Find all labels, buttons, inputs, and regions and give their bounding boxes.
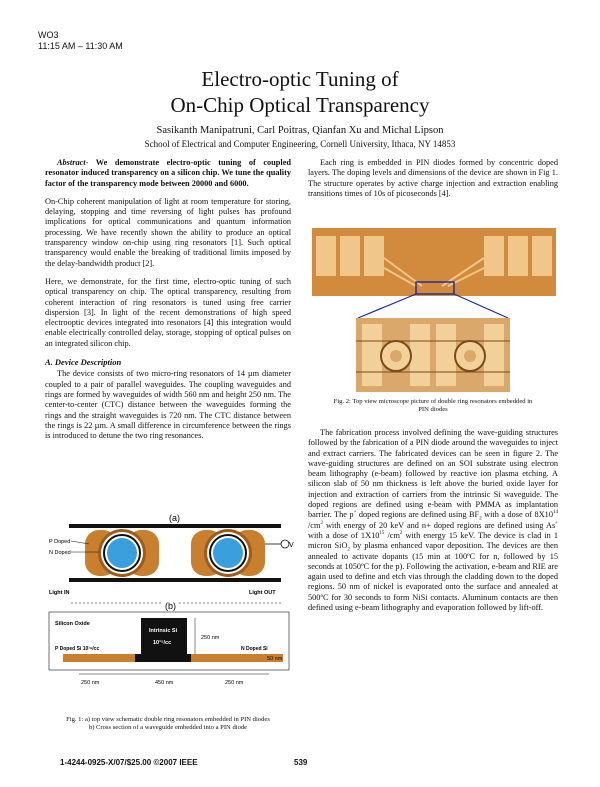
fab-text-1: The fabrication process involved defining the wave-guiding structures followed by the fabrication of a PIN diode around the waveguides to inject and extract carriers. The fabricated devices can be seen in figure 2. The wave-guiding structures are defined on an SOI substrate using electron beam lithography (e-beam) followed by reactive ion plasma etching. A silicon slab of 50 nm thickness is left above the buried oxide layer for injection and extraction of carriers from the intrinsic Si waveguide. The doped regions are defined using e-beam with PMMA as implantation barrier. The p: [308, 428, 558, 520]
fig1-dim-left: 250 nm: [81, 680, 100, 686]
fig1-voltage-source-icon: [281, 540, 289, 548]
session-header: [38, 30, 123, 52]
paper-title-line2: On-Chip Optical Transparency: [170, 93, 430, 117]
figure-1-caption: [40, 716, 296, 732]
figure-2-caption-line1: Fig. 2: Top view microscope picture of double ring resonators embedded in: [333, 398, 533, 405]
fig1-bottom-waveguide: [69, 578, 281, 582]
abstract-text: We demonstrate electro-optic tuning of coupled resonator induced transparency on a silicon chip. We tune the quality factor of the transparency mode between 20000 and 6000.: [45, 158, 291, 188]
section-heading-device: A. Device Description: [45, 357, 122, 368]
fab-text-6: with a dose of 1X10: [308, 530, 380, 540]
right-column-bottom: [308, 428, 558, 621]
fig1-label-n-doped-si: N Doped Si: [241, 646, 268, 652]
figure-1-caption-line1: Fig. 1: a) top view schematic double ring resonators embedded in PIN diodes: [66, 716, 270, 723]
paper-affiliation: School of Electrical and Computer Engineering, Cornell University, Ithaca, NY 14853: [144, 139, 456, 149]
abstract: [45, 158, 291, 189]
footer-page-number: 539: [294, 758, 308, 767]
fig1-dim-center: 450 nm: [155, 680, 174, 686]
fab-text-8: with energy 15 keV. The device is clad in 1 micron SiO: [308, 530, 559, 551]
session-code: WO3: [38, 30, 59, 40]
fig1-top-waveguide: [69, 524, 281, 528]
fab-sup-2a: 2: [320, 520, 323, 526]
figure-2-caption: [308, 398, 558, 414]
fig1-label-n-doped: N Doped: [49, 550, 71, 556]
fig1-label-p-doped-si: P Doped Si 10¹⁹/cc: [55, 646, 100, 652]
fab-sup-plus2: +: [555, 520, 558, 526]
fab-sup-2b: 2: [399, 531, 403, 537]
abstract-label: Abstract-: [57, 158, 89, 167]
fig1-label-b: (b): [165, 601, 176, 611]
fab-text-2: doped regions are defined using BF: [356, 510, 480, 520]
session-time: 11:15 AM – 11:30 AM: [38, 41, 123, 51]
fig1-right-ring: [191, 529, 265, 577]
paragraph-fabrication: [308, 428, 558, 613]
fab-text-9: by plasma enhanced vapor deposition. The devices are then annealed to activate dopants (15 min at 100ºC for n, followed by 15 seconds at 1050ºC for the p). Following the activation, e-beam and RIE are again used to define and etch vias through the cladding down to the doped regions. 50 nm of nickel is evaporated onto the surface and annealed at 500ºC for 30 seconds to form NiSi contacts. Aluminum contacts are then defined using e-beam lithography and evaporation followed by lift-off.: [308, 541, 558, 613]
paper-title-line1: Electro-optic Tuning of: [201, 67, 399, 91]
figure-1: [45, 508, 294, 715]
fig1-dim-height: 250 nm: [201, 635, 220, 641]
fab-sub-2b: 2: [347, 547, 350, 553]
paragraph-pin-diodes: Each ring is embedded in PIN diodes formed by concentric doped layers. The doping levels and dimensions of the device are shown in Fig 1. The structure operates by active charge injection and extraction enabling transitions times of 10s of picoseconds [4].: [308, 158, 558, 198]
fig1-label-light-out: Light OUT: [249, 590, 276, 596]
paragraph-device: The device consists of two micro-ring resonators of 14 µm diameter coupled to a pair of parallel waveguides. The coupling waveguides and rings are formed by waveguides of width 560 nm and height 250 nm. The center-to-center (CTC) distance between the waveguides forming the rings and the straight waveguides is 720 nm. The CTC distance between the rings is 22 µm. A small difference in circumference between the rings is introduced to detune the two ring resonances.: [45, 369, 291, 441]
right-column-top: [308, 158, 558, 207]
fab-text-7: /cm: [384, 530, 400, 540]
fig1-dim-right: 250 nm: [225, 680, 244, 686]
figure-2: [312, 228, 556, 394]
fig1-label-light-in: Light IN: [49, 590, 70, 596]
paragraph-demo: Here, we demonstrate, for the first time, electro-optic tuning of such optical transparency on chip. The optical transparency, resulting from coherent interaction of ring resonators is tuned using free carrier dispersion [3]. In light of the recent demonstrations of high speed electrooptic devices integrated into resonators [4] this integration would enable electrically controlled delay, storage, stopping of optical pulses on an integrated silicon chip.: [45, 276, 291, 348]
figure-1-caption-line2: b) Cross section of a waveguide embedded into a PIN diode: [88, 724, 248, 731]
fab-text-4: /cm: [308, 520, 321, 530]
paper-authors: Sasikanth Manipatruni, Carl Poitras, Qianfan Xu and Michal Lipson: [156, 125, 444, 136]
fig1-left-ring: [85, 529, 159, 577]
fig1-label-a: (a): [169, 513, 180, 523]
left-column: [45, 158, 291, 449]
paragraph-intro: On-Chip coherent manipulation of light at room temperature for storing, delaying, stopping and time reversing of light pulses has profound implications for optical communications and quantum information processing. We have recently shown the ability to produce an optical transparency window on-chip using ring resonators [1]. Such optical transparency would enable the breaking of traditional limits imposed by the delay-bandwidth product [2].: [45, 196, 291, 268]
footer-copyright: 1-4244-0925-X/07/$25.00 ©2007 IEEE: [60, 758, 198, 767]
fig1-label-silicon-oxide: Silicon Oxide: [55, 621, 90, 627]
fab-sub-2: 2: [479, 517, 482, 523]
fig1-dim-slab: 50 nm: [267, 656, 283, 662]
figure-2-caption-line2: PIN diodes: [418, 406, 448, 413]
fab-sup-plus1: +: [353, 510, 357, 516]
fig1-label-v: V: [289, 542, 294, 549]
fig1-label-intrinsic-dose: 10¹⁵/cc: [153, 640, 172, 646]
fig1-label-p-doped: P Doped: [49, 539, 71, 545]
fab-text-3: with a dose of 8X10: [481, 510, 553, 520]
fig1-label-intrinsic-si: Intrinsic Si: [149, 628, 178, 634]
fab-sup-15: 15: [379, 531, 385, 537]
fab-sup-14: 14: [552, 510, 558, 516]
fig1-intrinsic-waveguide: [141, 618, 187, 654]
fab-text-5: with energy of 20 keV and n+ doped regions are defined using As: [322, 520, 556, 530]
